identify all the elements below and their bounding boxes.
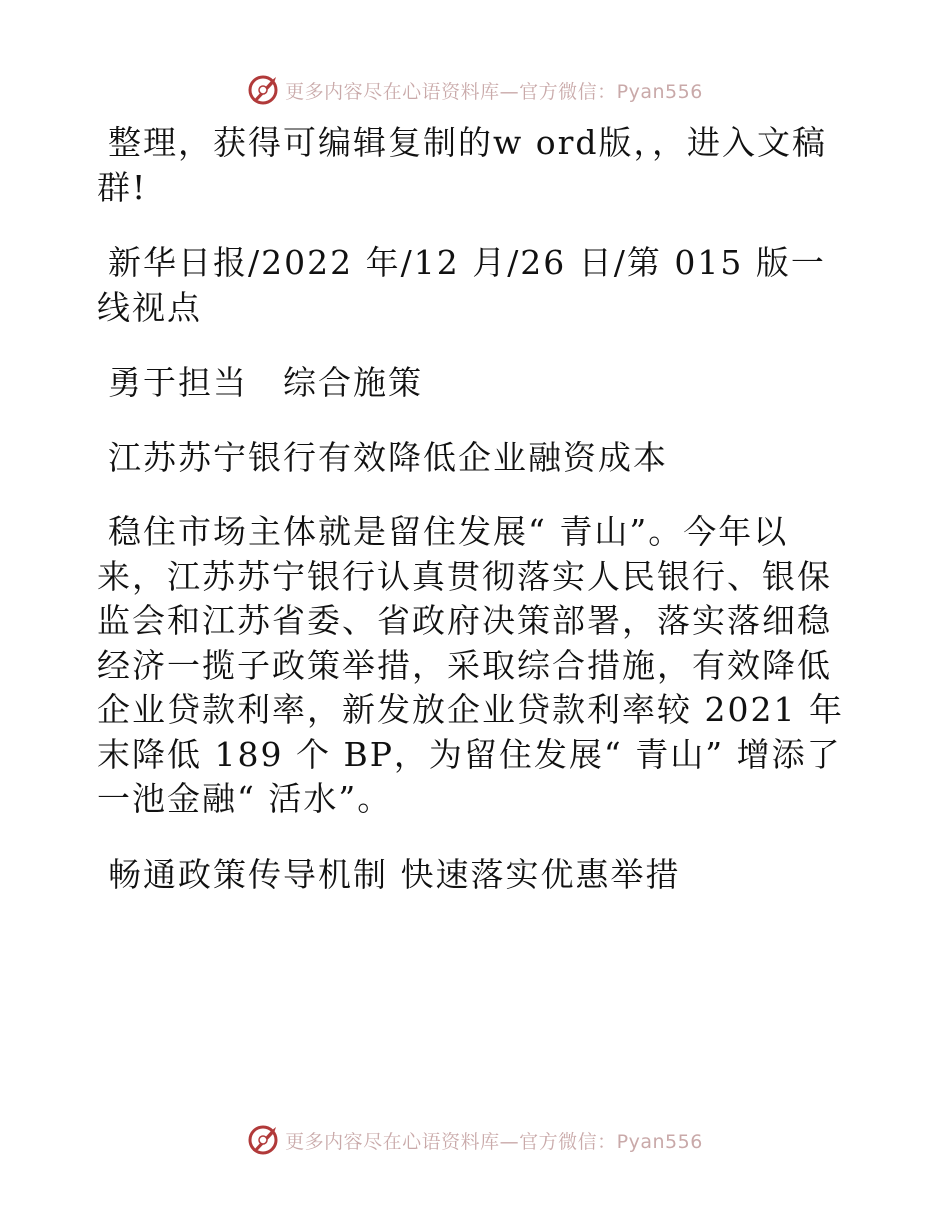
source-line: 新华日报/2022 年/12 月/26 日/第 015 版一线视点 <box>97 243 826 327</box>
document-body <box>97 120 852 897</box>
watermark-text: 更多内容尽在心语资料库—官方微信：Pyan556 <box>285 80 703 103</box>
watermark-text: 更多内容尽在心语资料库—官方微信：Pyan556 <box>285 1130 703 1153</box>
body-paragraph: 稳住市场主体就是留住发展“ 青山”。今年以来，江苏苏宁银行认真贯彻落实人民银行、银保监会和江苏省委、省政府决策部署，落实落细稳经济一揽子政策举措，采取综合措施，有效降低企业贷款利率，新发放企业贷款利率较 2021 年末降低 189 个 BP，为留住发展“ 青山” 增添了一池金融“ 活水”。 <box>97 512 844 818</box>
subheading: 畅通政策传导机制 快速落实优惠举措 <box>108 854 681 894</box>
watermark-header <box>0 70 950 110</box>
feather-pen-logo-icon <box>247 1124 279 1156</box>
headline-secondary: 江苏苏宁银行有效降低企业融资成本 <box>108 438 668 477</box>
feather-pen-logo-icon <box>247 74 279 106</box>
intro-paragraph: 整理，获得可编辑复制的w ord版，，进入文稿群! <box>97 123 828 207</box>
watermark-footer <box>0 1120 950 1160</box>
headline-primary: 勇于担当 综合施策 <box>108 363 423 402</box>
